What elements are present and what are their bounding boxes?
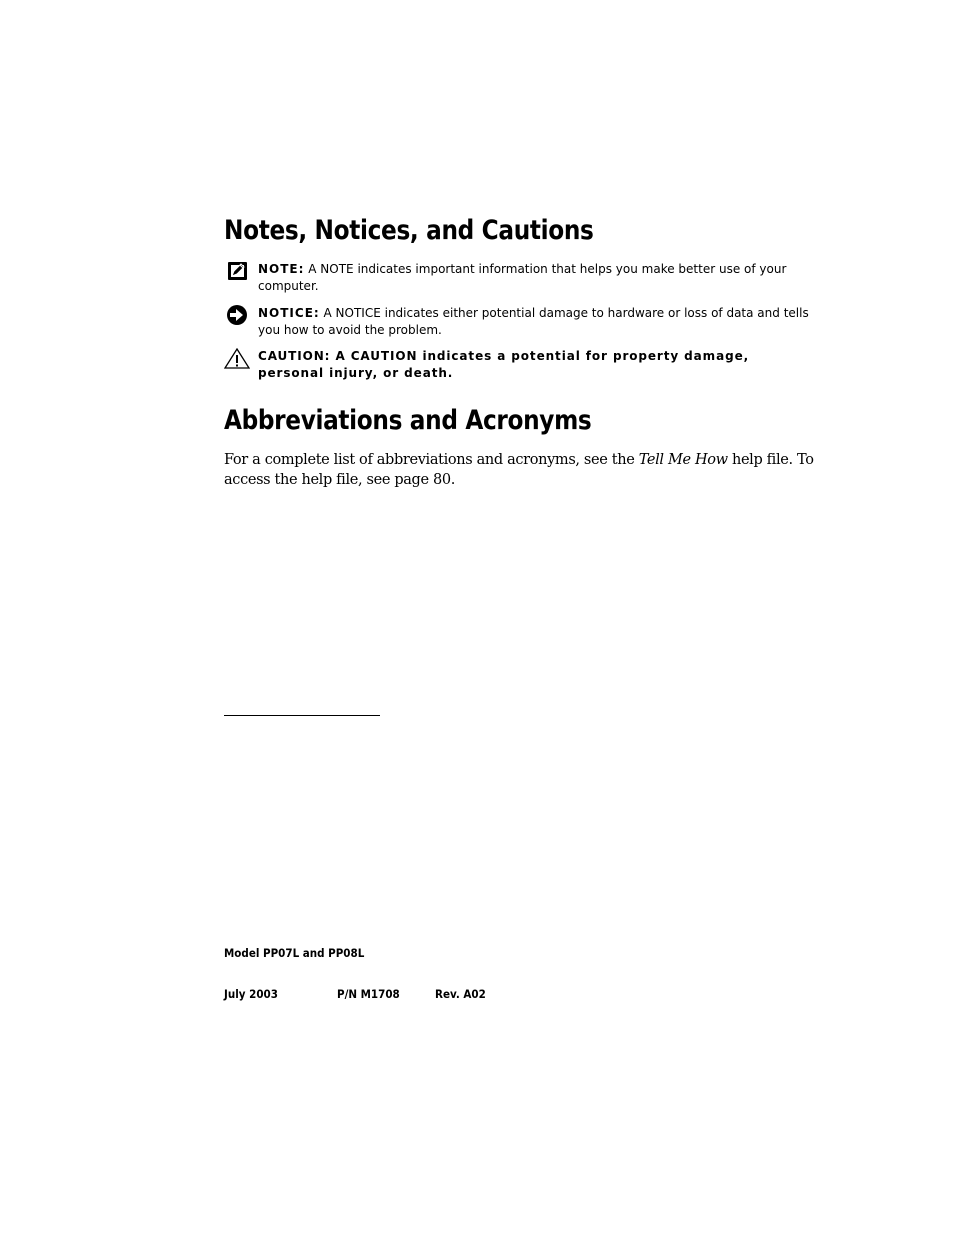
abbrev-text-after: help file. To access the help file, see page 80.: [224, 452, 814, 488]
arrow-circle-icon: [224, 305, 250, 327]
part-number: P/N M1708: [337, 987, 400, 1001]
help-file-title: Tell Me How: [638, 452, 728, 468]
abbreviations-paragraph: [224, 450, 816, 490]
model-line: Model PP07L and PP08L: [224, 946, 365, 960]
notice-label: NOTICE:: [258, 306, 320, 320]
page-title-notes: Notes, Notices, and Cautions: [224, 215, 594, 246]
notice-block: [224, 305, 814, 339]
caution-text: A CAUTION indicates a potential for property damage, personal injury, or death.: [258, 349, 750, 380]
section-title-abbreviations: Abbreviations and Acronyms: [224, 405, 592, 436]
note-label: NOTE:: [258, 262, 305, 276]
note-block: [224, 261, 814, 295]
revision: Rev. A02: [435, 987, 486, 1001]
publication-date: July 2003: [224, 987, 278, 1001]
abbrev-text-before: For a complete list of abbreviations and acronyms, see the: [224, 452, 639, 468]
footnote-rule: [224, 715, 380, 716]
notice-text: A NOTICE indicates either potential damage to hardware or loss of data and tells you how to avoid the problem.: [258, 306, 809, 337]
pencil-note-icon: [224, 261, 250, 283]
note-text: A NOTE indicates important information that helps you make better use of your computer.: [258, 262, 787, 293]
caution-label: CAUTION:: [258, 349, 331, 363]
warning-triangle-icon: [224, 348, 250, 370]
caution-block: [224, 348, 814, 382]
